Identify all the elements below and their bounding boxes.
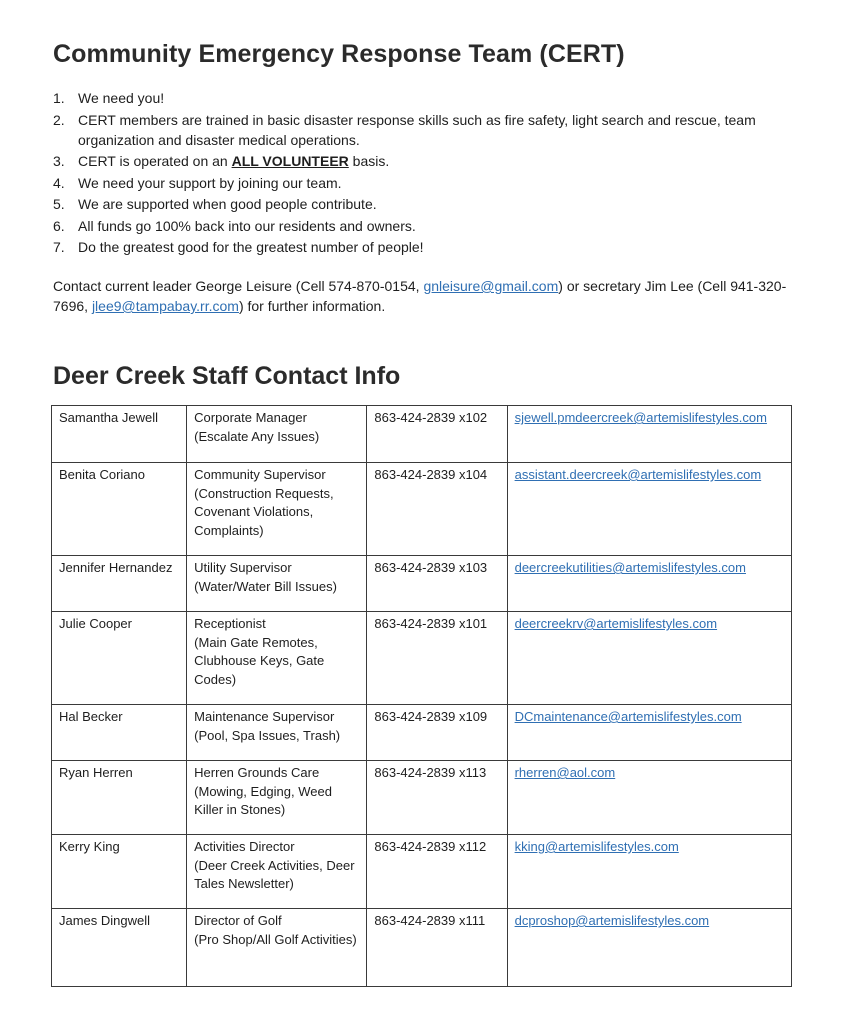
staff-email-cell [507,406,791,463]
staff-role-cell [187,761,367,835]
staff-phone-cell [367,556,507,612]
staff-email-cell [507,556,791,612]
staff-role-cell [187,612,367,705]
table-row [52,909,792,987]
staff-role: Maintenance Supervisor (Pool, Spa Issues, Trash) [194,709,341,743]
staff-email-cell [507,909,791,987]
staff-role: Herren Grounds Care (Mowing, Edging, Weed Killer in Stones) [194,765,332,817]
staff-phone: 863-424-2839 x101 [374,616,488,631]
staff-email-link[interactable]: deercreekrv@artemislifestyles.com [514,616,718,631]
staff-name-cell [52,705,187,761]
cert-title: Community Emergency Response Team (CERT) [53,40,625,68]
contact-text: ) or secretary Jim Lee (Cell 941-320-7696, [53,278,787,314]
staff-phone-cell [367,612,507,705]
staff-name: Julie Cooper [59,616,132,631]
staff-email-link[interactable]: deercreekutilities@artemislifestyles.com [514,560,746,575]
staff-table-body [52,406,792,987]
cert-item-2 [53,110,813,150]
cert-item-6 [53,216,813,236]
staff-email-link[interactable]: sjewell.pmdeercreek@artemislifestyles.com [514,410,767,425]
staff-role-cell [187,406,367,463]
table-row [52,556,792,612]
table-row [52,835,792,909]
staff-name: Samantha Jewell [59,410,158,425]
staff-email-link[interactable]: DCmaintenance@artemislifestyles.com [514,709,742,724]
staff-name-cell [52,761,187,835]
item-text: We are supported when good people contribute. [78,196,377,212]
jim-email-link[interactable]: jlee9@tampabay.rr.com [91,298,239,314]
staff-name-cell [52,556,187,612]
staff-name-cell [52,909,187,987]
staff-email-cell [507,705,791,761]
staff-email-cell [507,835,791,909]
all-volunteer-emphasis: ALL VOLUNTEER [231,153,349,169]
staff-role-cell [187,705,367,761]
item-text: All funds go 100% back into our residents and owners. [78,217,416,234]
staff-email-cell [507,761,791,835]
cert-item-4 [53,173,813,193]
staff-role-cell [187,556,367,612]
staff-email-link[interactable]: assistant.deercreek@artemislifestyles.com [514,467,762,482]
staff-name-cell [52,406,187,463]
staff-phone-cell [367,909,507,987]
cert-item-5 [53,194,813,214]
item-number: 4. [53,174,65,191]
staff-name: Kerry King [59,839,120,854]
staff-name: Ryan Herren [59,765,133,780]
staff-phone: 863-424-2839 x103 [374,560,488,575]
staff-email-link[interactable]: rherren@aol.com [514,765,616,780]
staff-phone-cell [367,835,507,909]
item-text: We need you! [78,90,165,106]
staff-name: Hal Becker [59,709,123,724]
staff-role-cell [187,909,367,987]
staff-role-cell [187,463,367,556]
cert-contact-paragraph [53,276,793,316]
george-email-link[interactable]: gnleisure@gmail.com [423,278,559,294]
item-number: 5. [53,196,65,212]
staff-phone: 863-424-2839 x111 [374,913,486,928]
cert-item-7 [53,237,813,257]
staff-role: Corporate Manager (Escalate Any Issues) [194,410,320,444]
staff-email-cell [507,463,791,556]
item-text: Do the greatest good for the greatest number of people! [78,239,424,255]
staff-name: Benita Coriano [59,467,145,482]
cert-list [53,88,813,259]
contact-text: Contact current leader George Leisure (Cell 574-870-0154, [53,278,424,294]
item-number: 2. [53,111,65,128]
item-text-post: basis. [348,153,390,169]
staff-phone: 863-424-2839 x109 [374,709,488,724]
staff-name-cell [52,612,187,705]
table-row [52,463,792,556]
staff-name-cell [52,463,187,556]
staff-name-cell [52,835,187,909]
contact-text: ) for further information. [238,298,386,314]
table-row [52,406,792,463]
staff-phone-cell [367,406,507,463]
cert-item-3 [53,151,813,171]
item-text: We need your support by joining our team. [78,174,342,191]
staff-phone: 863-424-2839 x104 [374,467,488,482]
staff-title: Deer Creek Staff Contact Info [53,362,401,390]
staff-contact-table [51,405,792,987]
staff-phone-cell [367,463,507,556]
table-row [52,705,792,761]
item-text: CERT members are trained in basic disaster response skills such as fire safety, light search and rescue, team organization and disaster medical operations. [78,111,756,148]
item-number: 1. [53,90,65,106]
cert-item-1 [53,88,813,108]
item-number: 6. [53,217,65,234]
staff-phone-cell [367,705,507,761]
staff-phone: 863-424-2839 x102 [374,410,488,425]
staff-role-cell [187,835,367,909]
item-number: 7. [53,239,65,255]
staff-email-cell [507,612,791,705]
table-row [52,612,792,705]
staff-phone: 863-424-2839 x112 [374,839,487,854]
staff-name: Jennifer Hernandez [59,560,173,575]
staff-name: James Dingwell [59,913,151,928]
staff-role: Activities Director (Deer Creek Activities, Deer Tales Newsletter) [194,839,355,891]
item-text-pre: CERT is operated on an [78,153,232,169]
staff-phone: 863-424-2839 x113 [374,765,487,780]
staff-phone-cell [367,761,507,835]
staff-role: Utility Supervisor (Water/Water Bill Issues) [194,560,337,594]
staff-email-link[interactable]: dcproshop@artemislifestyles.com [514,913,710,928]
table-row [52,761,792,835]
staff-role: Director of Golf (Pro Shop/All Golf Activities) [194,913,357,947]
staff-email-link[interactable]: kking@artemislifestyles.com [514,839,679,854]
staff-role: Receptionist (Main Gate Remotes, Clubhouse Keys, Gate Codes) [194,616,325,687]
staff-role: Community Supervisor (Construction Requests, Covenant Violations, Complaints) [194,467,334,538]
item-number: 3. [53,153,65,169]
